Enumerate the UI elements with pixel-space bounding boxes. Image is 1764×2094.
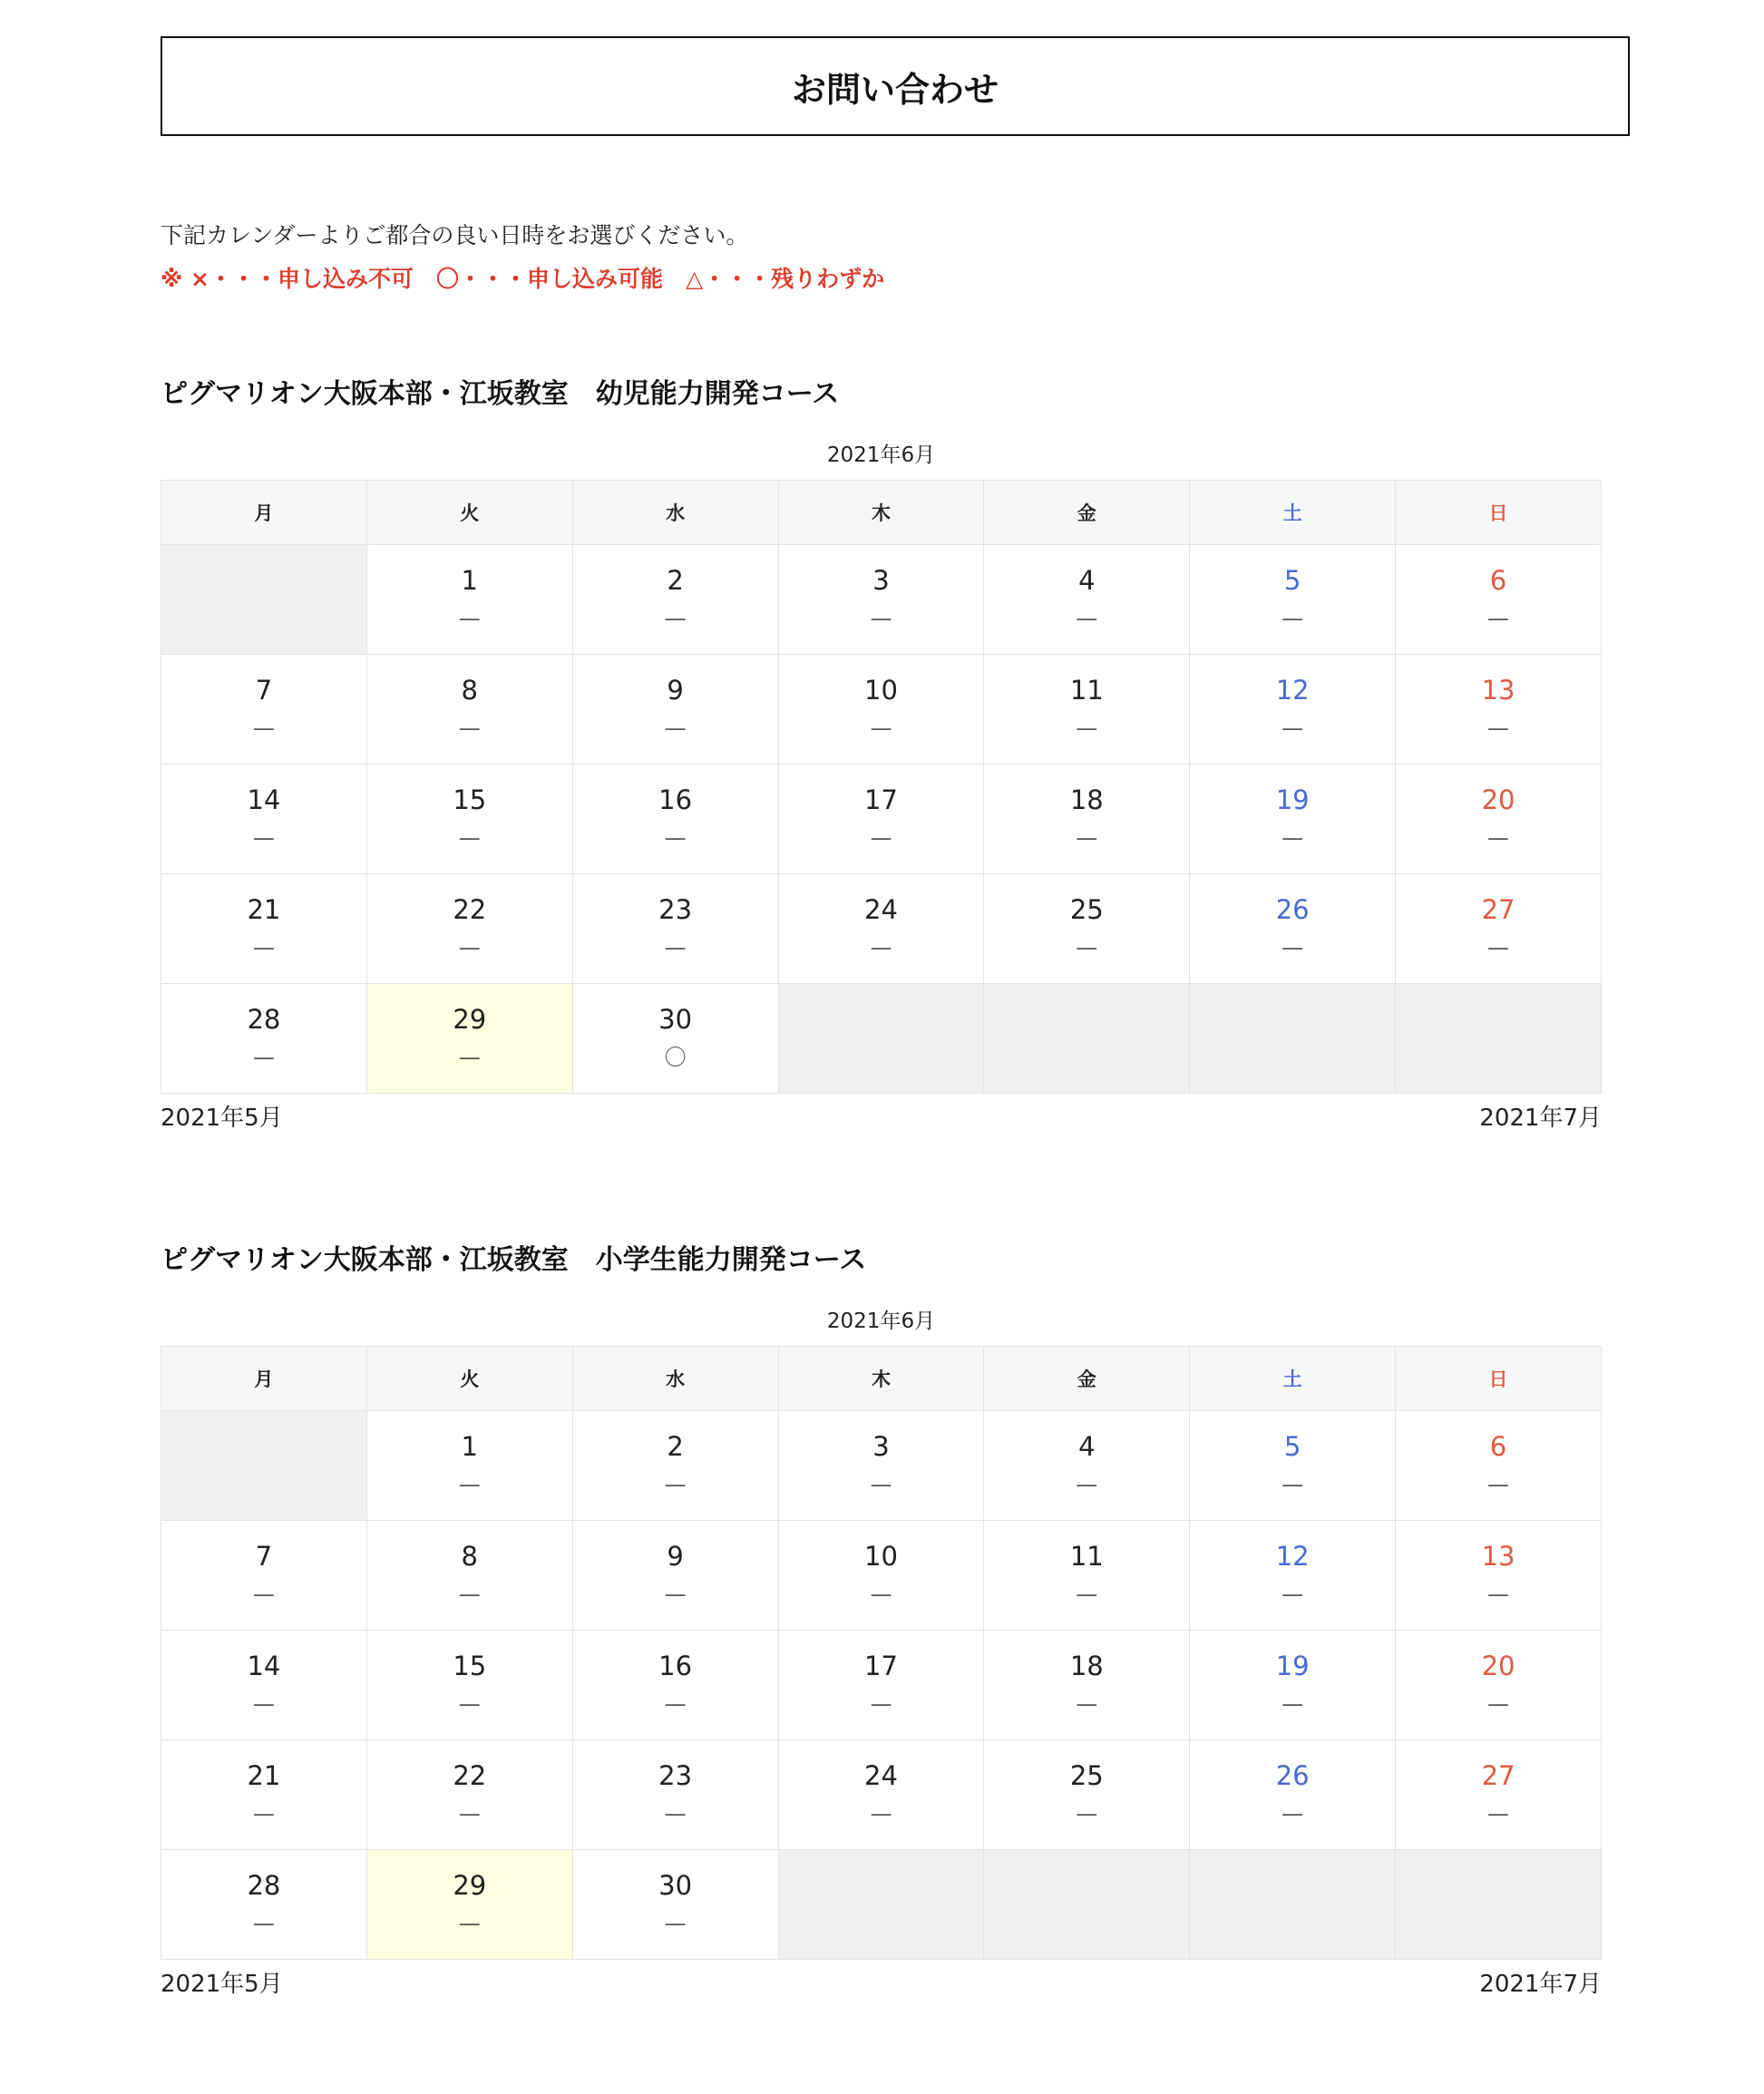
availability-mark: —: [252, 1911, 275, 1936]
availability-mark: —: [870, 716, 892, 741]
day-number: 7: [255, 1541, 273, 1572]
day-number: 10: [864, 675, 898, 706]
day-number: 16: [658, 784, 693, 815]
calendar-day-cell[interactable]: [572, 1631, 778, 1740]
weekday-header: 木: [778, 1347, 984, 1411]
weekday-header: 月: [161, 481, 367, 545]
calendar-day-cell[interactable]: [778, 874, 984, 984]
calendar-day-cell[interactable]: [1396, 874, 1602, 984]
day-number: 1: [461, 1431, 478, 1462]
calendar-day-cell[interactable]: [161, 765, 367, 874]
calendar-section-elementary: [161, 1241, 1602, 1999]
calendar-day-cell[interactable]: [161, 1850, 367, 1960]
day-number: 24: [864, 894, 898, 925]
weekday-header: 木: [778, 481, 984, 545]
day-number: 10: [864, 1541, 898, 1572]
availability-mark: —: [1282, 825, 1304, 851]
weekday-header: 金: [984, 1347, 1190, 1411]
calendar-empty-cell: [161, 545, 367, 655]
course-title: ピグマリオン大阪本部・江坂教室 小学生能力開発コース: [161, 1244, 867, 1276]
availability-mark: —: [1282, 1582, 1304, 1607]
calendar-day-cell[interactable]: [1190, 1521, 1396, 1631]
day-number: 25: [1069, 1760, 1104, 1791]
prev-month-link[interactable]: 2021年5月: [161, 1971, 283, 1998]
calendar-day-cell[interactable]: [984, 545, 1190, 655]
availability-legend: ※ ×・・・申し込み不可 〇・・・申し込み可能 △・・・残りわずか: [161, 266, 885, 292]
calendar-empty-cell: [1396, 984, 1602, 1094]
calendar-day-cell[interactable]: [778, 1631, 984, 1740]
calendar-week-row: [161, 1631, 1602, 1740]
calendar-section-kindergarten: [161, 375, 1602, 1133]
day-number: 13: [1481, 1541, 1515, 1572]
calendar-day-cell[interactable]: [572, 765, 778, 874]
day-number: 19: [1275, 784, 1310, 815]
calendar-day-cell[interactable]: [366, 1411, 572, 1521]
calendar-day-cell[interactable]: [778, 765, 984, 874]
availability-mark: —: [1076, 1691, 1098, 1717]
calendar-day-cell[interactable]: [572, 1740, 778, 1850]
calendar-week-row: [161, 874, 1602, 984]
day-number: 3: [872, 1431, 890, 1462]
calendar-day-cell[interactable]: [366, 765, 572, 874]
availability-mark: —: [664, 1801, 687, 1826]
calendar-day-cell[interactable]: [366, 984, 572, 1094]
day-number: 28: [247, 1870, 281, 1901]
calendar-day-cell[interactable]: [366, 1740, 572, 1850]
availability-mark: —: [870, 1472, 892, 1497]
availability-mark: —: [252, 1045, 275, 1070]
availability-mark: —: [458, 1045, 481, 1070]
day-number: 22: [453, 894, 487, 925]
availability-mark: —: [664, 606, 687, 631]
availability-mark: —: [458, 1582, 481, 1607]
next-month-link[interactable]: 2021年7月: [1479, 1105, 1602, 1132]
calendar-day-cell[interactable]: [572, 1521, 778, 1631]
calendar-day-cell[interactable]: [1190, 1740, 1396, 1850]
calendar-empty-cell: [984, 984, 1190, 1094]
day-number: 6: [1489, 565, 1507, 596]
calendar-day-cell[interactable]: [366, 1521, 572, 1631]
availability-mark: —: [1487, 606, 1510, 631]
day-number: 25: [1069, 894, 1104, 925]
weekday-header: 水: [572, 1347, 778, 1411]
calendar-day-cell[interactable]: [161, 984, 367, 1094]
calendar-day-cell[interactable]: [161, 1740, 367, 1850]
calendar-day-cell[interactable]: [984, 874, 1190, 984]
calendar-week-row: [161, 1411, 1602, 1521]
day-number: 17: [864, 784, 898, 815]
day-number: 27: [1481, 1760, 1515, 1791]
day-number: 26: [1275, 1760, 1310, 1791]
availability-mark: —: [870, 825, 892, 851]
day-number: 26: [1275, 894, 1310, 925]
availability-mark: —: [1487, 716, 1510, 741]
availability-mark: —: [458, 606, 481, 631]
calendar-day-cell[interactable]: [366, 874, 572, 984]
weekday-header: 金: [984, 481, 1190, 545]
availability-mark: —: [664, 1472, 687, 1497]
calendar-day-cell[interactable]: [1396, 655, 1602, 765]
calendar-empty-cell: [778, 1850, 984, 1960]
day-number: 29: [453, 1870, 487, 1901]
calendar-week-row: [161, 1740, 1602, 1850]
calendar-day-cell[interactable]: [778, 545, 984, 655]
availability-mark: —: [870, 935, 892, 960]
availability-mark: —: [458, 935, 481, 960]
calendar-empty-cell: [1190, 1850, 1396, 1960]
calendar-day-cell[interactable]: [1396, 1521, 1602, 1631]
calendar-day-cell[interactable]: [1190, 1411, 1396, 1521]
calendar-day-cell[interactable]: [572, 655, 778, 765]
availability-mark: —: [1282, 606, 1304, 631]
calendar-week-row: [161, 655, 1602, 765]
calendar-day-cell[interactable]: [778, 655, 984, 765]
day-number: 7: [255, 675, 273, 706]
calendar-empty-cell: [1190, 984, 1396, 1094]
day-number: 30: [658, 1004, 693, 1035]
availability-mark: —: [1076, 606, 1098, 631]
calendar-day-cell[interactable]: [1396, 765, 1602, 874]
calendar-table: [161, 480, 1602, 1094]
calendar-day-cell[interactable]: [572, 874, 778, 984]
calendar-day-cell[interactable]: [572, 984, 778, 1094]
calendar-day-cell[interactable]: [366, 655, 572, 765]
calendar-day-cell[interactable]: [984, 1411, 1190, 1521]
calendar-day-cell[interactable]: [161, 1631, 367, 1740]
availability-mark: —: [458, 1691, 481, 1717]
availability-mark: —: [1487, 825, 1510, 851]
availability-mark: —: [1076, 825, 1098, 851]
availability-mark: —: [1076, 716, 1098, 741]
day-number: 12: [1275, 1541, 1310, 1572]
calendar-day-cell[interactable]: [778, 1521, 984, 1631]
availability-mark: —: [252, 1801, 275, 1826]
availability-mark: —: [1282, 1691, 1304, 1717]
day-number: 13: [1481, 675, 1515, 706]
calendar-day-cell[interactable]: [778, 1411, 984, 1521]
next-month-link[interactable]: 2021年7月: [1479, 1971, 1602, 1998]
availability-mark: 〇: [664, 1045, 687, 1070]
calendar-empty-cell: [1396, 1850, 1602, 1960]
calendar-empty-cell: [161, 1411, 367, 1521]
availability-mark: —: [1487, 1582, 1510, 1607]
availability-mark: —: [458, 1801, 481, 1826]
day-number: 16: [658, 1651, 693, 1681]
calendar-day-cell[interactable]: [161, 1521, 367, 1631]
availability-mark: —: [664, 1691, 687, 1717]
day-number: 11: [1069, 675, 1104, 706]
day-number: 21: [247, 894, 281, 925]
availability-mark: —: [1282, 1472, 1304, 1497]
availability-mark: —: [870, 1582, 892, 1607]
calendar-week-row: [161, 765, 1602, 874]
day-number: 12: [1275, 675, 1310, 706]
day-number: 19: [1275, 1651, 1310, 1681]
calendar-empty-cell: [778, 984, 984, 1094]
calendar-day-cell[interactable]: [1396, 1631, 1602, 1740]
availability-mark: —: [1076, 935, 1098, 960]
calendar-day-cell[interactable]: [572, 1850, 778, 1960]
day-number: 24: [864, 1760, 898, 1791]
weekday-header: 火: [366, 481, 572, 545]
day-number: 14: [247, 1651, 281, 1681]
month-title: 2021年6月: [826, 1310, 936, 1333]
day-number: 29: [453, 1004, 487, 1035]
calendar-day-cell[interactable]: [984, 655, 1190, 765]
calendar-day-cell[interactable]: [366, 1850, 572, 1960]
calendar-day-cell[interactable]: [984, 1631, 1190, 1740]
calendar-day-cell[interactable]: [161, 874, 367, 984]
calendar-day-cell[interactable]: [1190, 655, 1396, 765]
availability-mark: —: [664, 1582, 687, 1607]
weekday-header: 土: [1190, 1347, 1396, 1411]
day-number: 4: [1078, 565, 1096, 596]
calendar-empty-cell: [984, 1850, 1190, 1960]
course-title: ピグマリオン大阪本部・江坂教室 幼児能力開発コース: [161, 378, 840, 410]
calendar-day-cell[interactable]: [1190, 545, 1396, 655]
availability-mark: —: [252, 716, 275, 741]
day-number: 20: [1481, 1651, 1515, 1681]
calendar-day-cell[interactable]: [1396, 1740, 1602, 1850]
calendar-day-cell[interactable]: [366, 1631, 572, 1740]
day-number: 6: [1489, 1431, 1507, 1462]
calendar-day-cell[interactable]: [366, 545, 572, 655]
day-number: 2: [667, 1431, 684, 1462]
day-number: 1: [461, 565, 478, 596]
calendar-day-cell[interactable]: [572, 545, 778, 655]
availability-mark: —: [870, 606, 892, 631]
day-number: 18: [1069, 784, 1104, 815]
calendar-day-cell[interactable]: [1396, 545, 1602, 655]
weekday-header: 日: [1396, 1347, 1602, 1411]
calendar-day-cell[interactable]: [572, 1411, 778, 1521]
calendar-day-cell[interactable]: [1190, 1631, 1396, 1740]
availability-mark: —: [1076, 1801, 1098, 1826]
availability-mark: —: [458, 1472, 481, 1497]
availability-mark: —: [1487, 935, 1510, 960]
page-title: お問い合わせ: [161, 36, 1630, 136]
availability-mark: —: [1487, 1472, 1510, 1497]
day-number: 27: [1481, 894, 1515, 925]
calendar-week-row: [161, 1850, 1602, 1960]
availability-mark: —: [1076, 1582, 1098, 1607]
availability-mark: —: [458, 825, 481, 851]
availability-mark: —: [1487, 1691, 1510, 1717]
day-number: 22: [453, 1760, 487, 1791]
day-number: 11: [1069, 1541, 1104, 1572]
month-title: 2021年6月: [826, 443, 936, 467]
weekday-header: 火: [366, 1347, 572, 1411]
calendar-day-cell[interactable]: [1190, 765, 1396, 874]
day-number: 18: [1069, 1651, 1104, 1681]
availability-mark: —: [252, 1691, 275, 1717]
prev-month-link[interactable]: 2021年5月: [161, 1105, 283, 1132]
day-number: 23: [658, 894, 693, 925]
weekday-header: 土: [1190, 481, 1396, 545]
day-number: 28: [247, 1004, 281, 1035]
availability-mark: —: [664, 1911, 687, 1936]
day-number: 5: [1283, 1431, 1301, 1462]
availability-mark: —: [1487, 1801, 1510, 1826]
availability-mark: —: [1282, 935, 1304, 960]
day-number: 4: [1078, 1431, 1096, 1462]
day-number: 9: [667, 675, 684, 706]
calendar-day-cell[interactable]: [1190, 874, 1396, 984]
intro-text: 下記カレンダーよりご都合の良い日時をお選びください。: [161, 222, 749, 248]
day-number: 21: [247, 1760, 281, 1791]
day-number: 15: [453, 1651, 487, 1681]
availability-mark: —: [252, 825, 275, 851]
calendar-day-cell[interactable]: [984, 765, 1190, 874]
day-number: 20: [1481, 784, 1515, 815]
calendar-week-row: [161, 1521, 1602, 1631]
availability-mark: —: [1282, 1801, 1304, 1826]
day-number: 30: [658, 1870, 693, 1901]
availability-mark: —: [252, 1582, 275, 1607]
calendar-week-row: [161, 545, 1602, 655]
availability-mark: —: [870, 1801, 892, 1826]
availability-mark: —: [870, 1691, 892, 1717]
availability-mark: —: [252, 935, 275, 960]
day-number: 8: [461, 1541, 478, 1572]
availability-mark: —: [664, 716, 687, 741]
weekday-header: 日: [1396, 481, 1602, 545]
availability-mark: —: [664, 935, 687, 960]
calendar-day-cell[interactable]: [1396, 1411, 1602, 1521]
availability-mark: —: [1282, 716, 1304, 741]
availability-mark: —: [458, 716, 481, 741]
availability-mark: —: [664, 825, 687, 851]
calendar-day-cell[interactable]: [984, 1740, 1190, 1850]
calendar-week-row: [161, 984, 1602, 1094]
calendar-table: [161, 1346, 1602, 1960]
day-number: 3: [872, 565, 890, 596]
day-number: 2: [667, 565, 684, 596]
calendar-day-cell[interactable]: [984, 1521, 1190, 1631]
availability-mark: —: [1076, 1472, 1098, 1497]
day-number: 8: [461, 675, 478, 706]
day-number: 5: [1283, 565, 1301, 596]
calendar-day-cell[interactable]: [778, 1740, 984, 1850]
day-number: 9: [667, 1541, 684, 1572]
day-number: 17: [864, 1651, 898, 1681]
day-number: 23: [658, 1760, 693, 1791]
weekday-header: 水: [572, 481, 778, 545]
weekday-header: 月: [161, 1347, 367, 1411]
calendar-day-cell[interactable]: [161, 655, 367, 765]
day-number: 15: [453, 784, 487, 815]
day-number: 14: [247, 784, 281, 815]
availability-mark: —: [458, 1911, 481, 1936]
